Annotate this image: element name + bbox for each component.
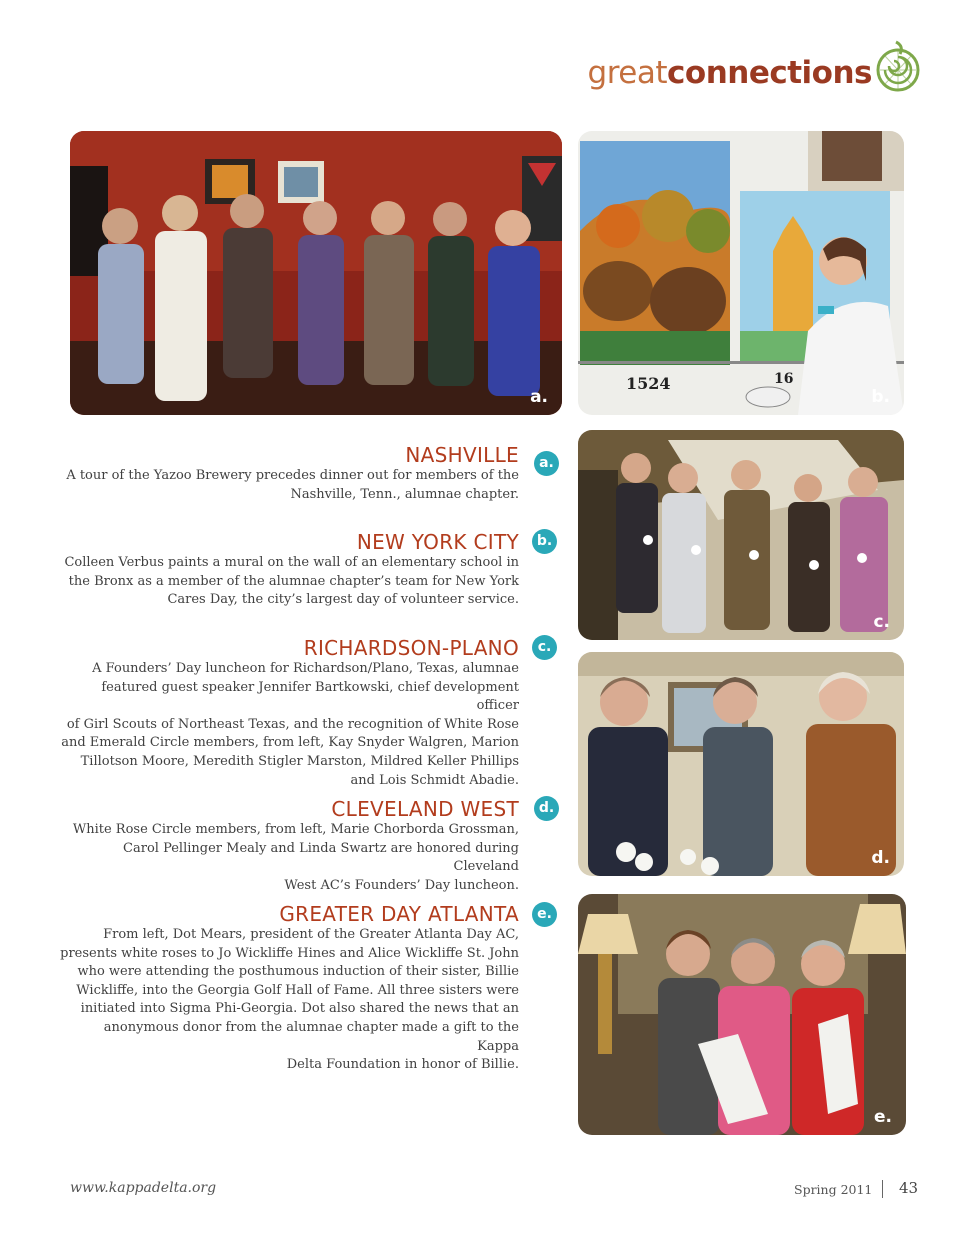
header-word-great: great <box>587 55 668 91</box>
footer-page-number: 43 <box>899 1179 919 1197</box>
photo-label-c: c. <box>873 612 890 632</box>
entry-title-cleveland-west: CLEVELAND WEST <box>331 797 519 821</box>
header-word-connections: connections <box>667 55 872 91</box>
footer-website-url[interactable]: www.kappadelta.org <box>70 1180 217 1196</box>
footer-issue-date: Spring 2011 <box>794 1182 873 1197</box>
entry-badge-b: b. <box>532 529 557 554</box>
photo-b-nyc-mural <box>578 131 904 415</box>
photo-label-b: b. <box>871 387 890 407</box>
photo-c-richardson-plano <box>578 430 904 640</box>
entry-title-nashville: NASHVILLE <box>405 443 519 467</box>
entry-badge-e: e. <box>532 902 557 927</box>
entry-badge-d: d. <box>534 796 559 821</box>
entry-title-greater-day-atlanta: GREATER DAY ATLANTA <box>279 902 519 926</box>
entry-title-richardson-plano: RICHARDSON-PLANO <box>303 636 519 660</box>
photo-label-d: d. <box>871 848 890 868</box>
photo-label-e: e. <box>874 1107 892 1127</box>
entry-body-richardson-plano: A Founders’ Day luncheon for Richardson/Plano, Texas, alumnae featured guest speaker Jennifer Bartkowski, chief development officer of Girl Scouts of Northeast Texas, and the recognition of White Rose and Emerald Circle members, from left, Kay Snyder Walgren, Marion Tillotson Moore, Meredith Stigler Marston, Mildred Keller Phillips and Lois Schmidt Abadie. <box>61 661 519 788</box>
nautilus-shell-icon <box>874 40 922 96</box>
entry-body-greater-day-atlanta: From left, Dot Mears, president of the Greater Atlanta Day AC, presents white roses to Jo Wickliffe Hines and Alice Wickliffe St. John who were attending the posthumous induction of their sister, Billie Wickliffe, into the Georgia Golf Hall of Fame. All three sisters were initiated into Sigma Phi-Georgia. Dot also shared the news that an anonymous donor from the alumnae chapter made a gift to the Kappa Delta Foundation in honor of Billie. <box>60 927 519 1073</box>
entry-badge-c: c. <box>532 635 557 660</box>
footer-divider <box>882 1180 883 1198</box>
entry-nashville <box>59 444 519 504</box>
entry-body-nashville: A tour of the Yazoo Brewery precedes dinner out for members of the Nashville, Tenn., alumnae chapter. <box>66 468 519 502</box>
entry-cleveland-west <box>59 798 519 895</box>
section-header <box>587 55 872 91</box>
photo-label-a: a. <box>530 387 548 407</box>
entry-badge-a: a. <box>534 451 559 476</box>
mural-sign-16: 16 <box>774 371 794 387</box>
photo-d-cleveland-west <box>578 652 904 876</box>
entry-greater-day-atlanta <box>59 903 519 1075</box>
photo-a-nashville-group <box>70 131 562 415</box>
photo-e-greater-day-atlanta <box>578 894 906 1135</box>
entry-body-new-york-city: Colleen Verbus paints a mural on the wall of an elementary school in the Bronx as a member of the alumnae chapter’s team for New York Cares Day, the city’s largest day of volunteer service. <box>64 555 519 608</box>
entry-body-cleveland-west: White Rose Circle members, from left, Marie Chorborda Grossman, Carol Pellinger Mealy and Linda Swartz are honored during Cleveland West AC’s Founders’ Day luncheon. <box>72 822 519 893</box>
mural-sign-1524: 1524 <box>626 374 671 393</box>
entry-new-york-city <box>59 531 519 610</box>
entry-richardson-plano <box>59 637 519 790</box>
entry-title-new-york-city: NEW YORK CITY <box>356 530 519 554</box>
